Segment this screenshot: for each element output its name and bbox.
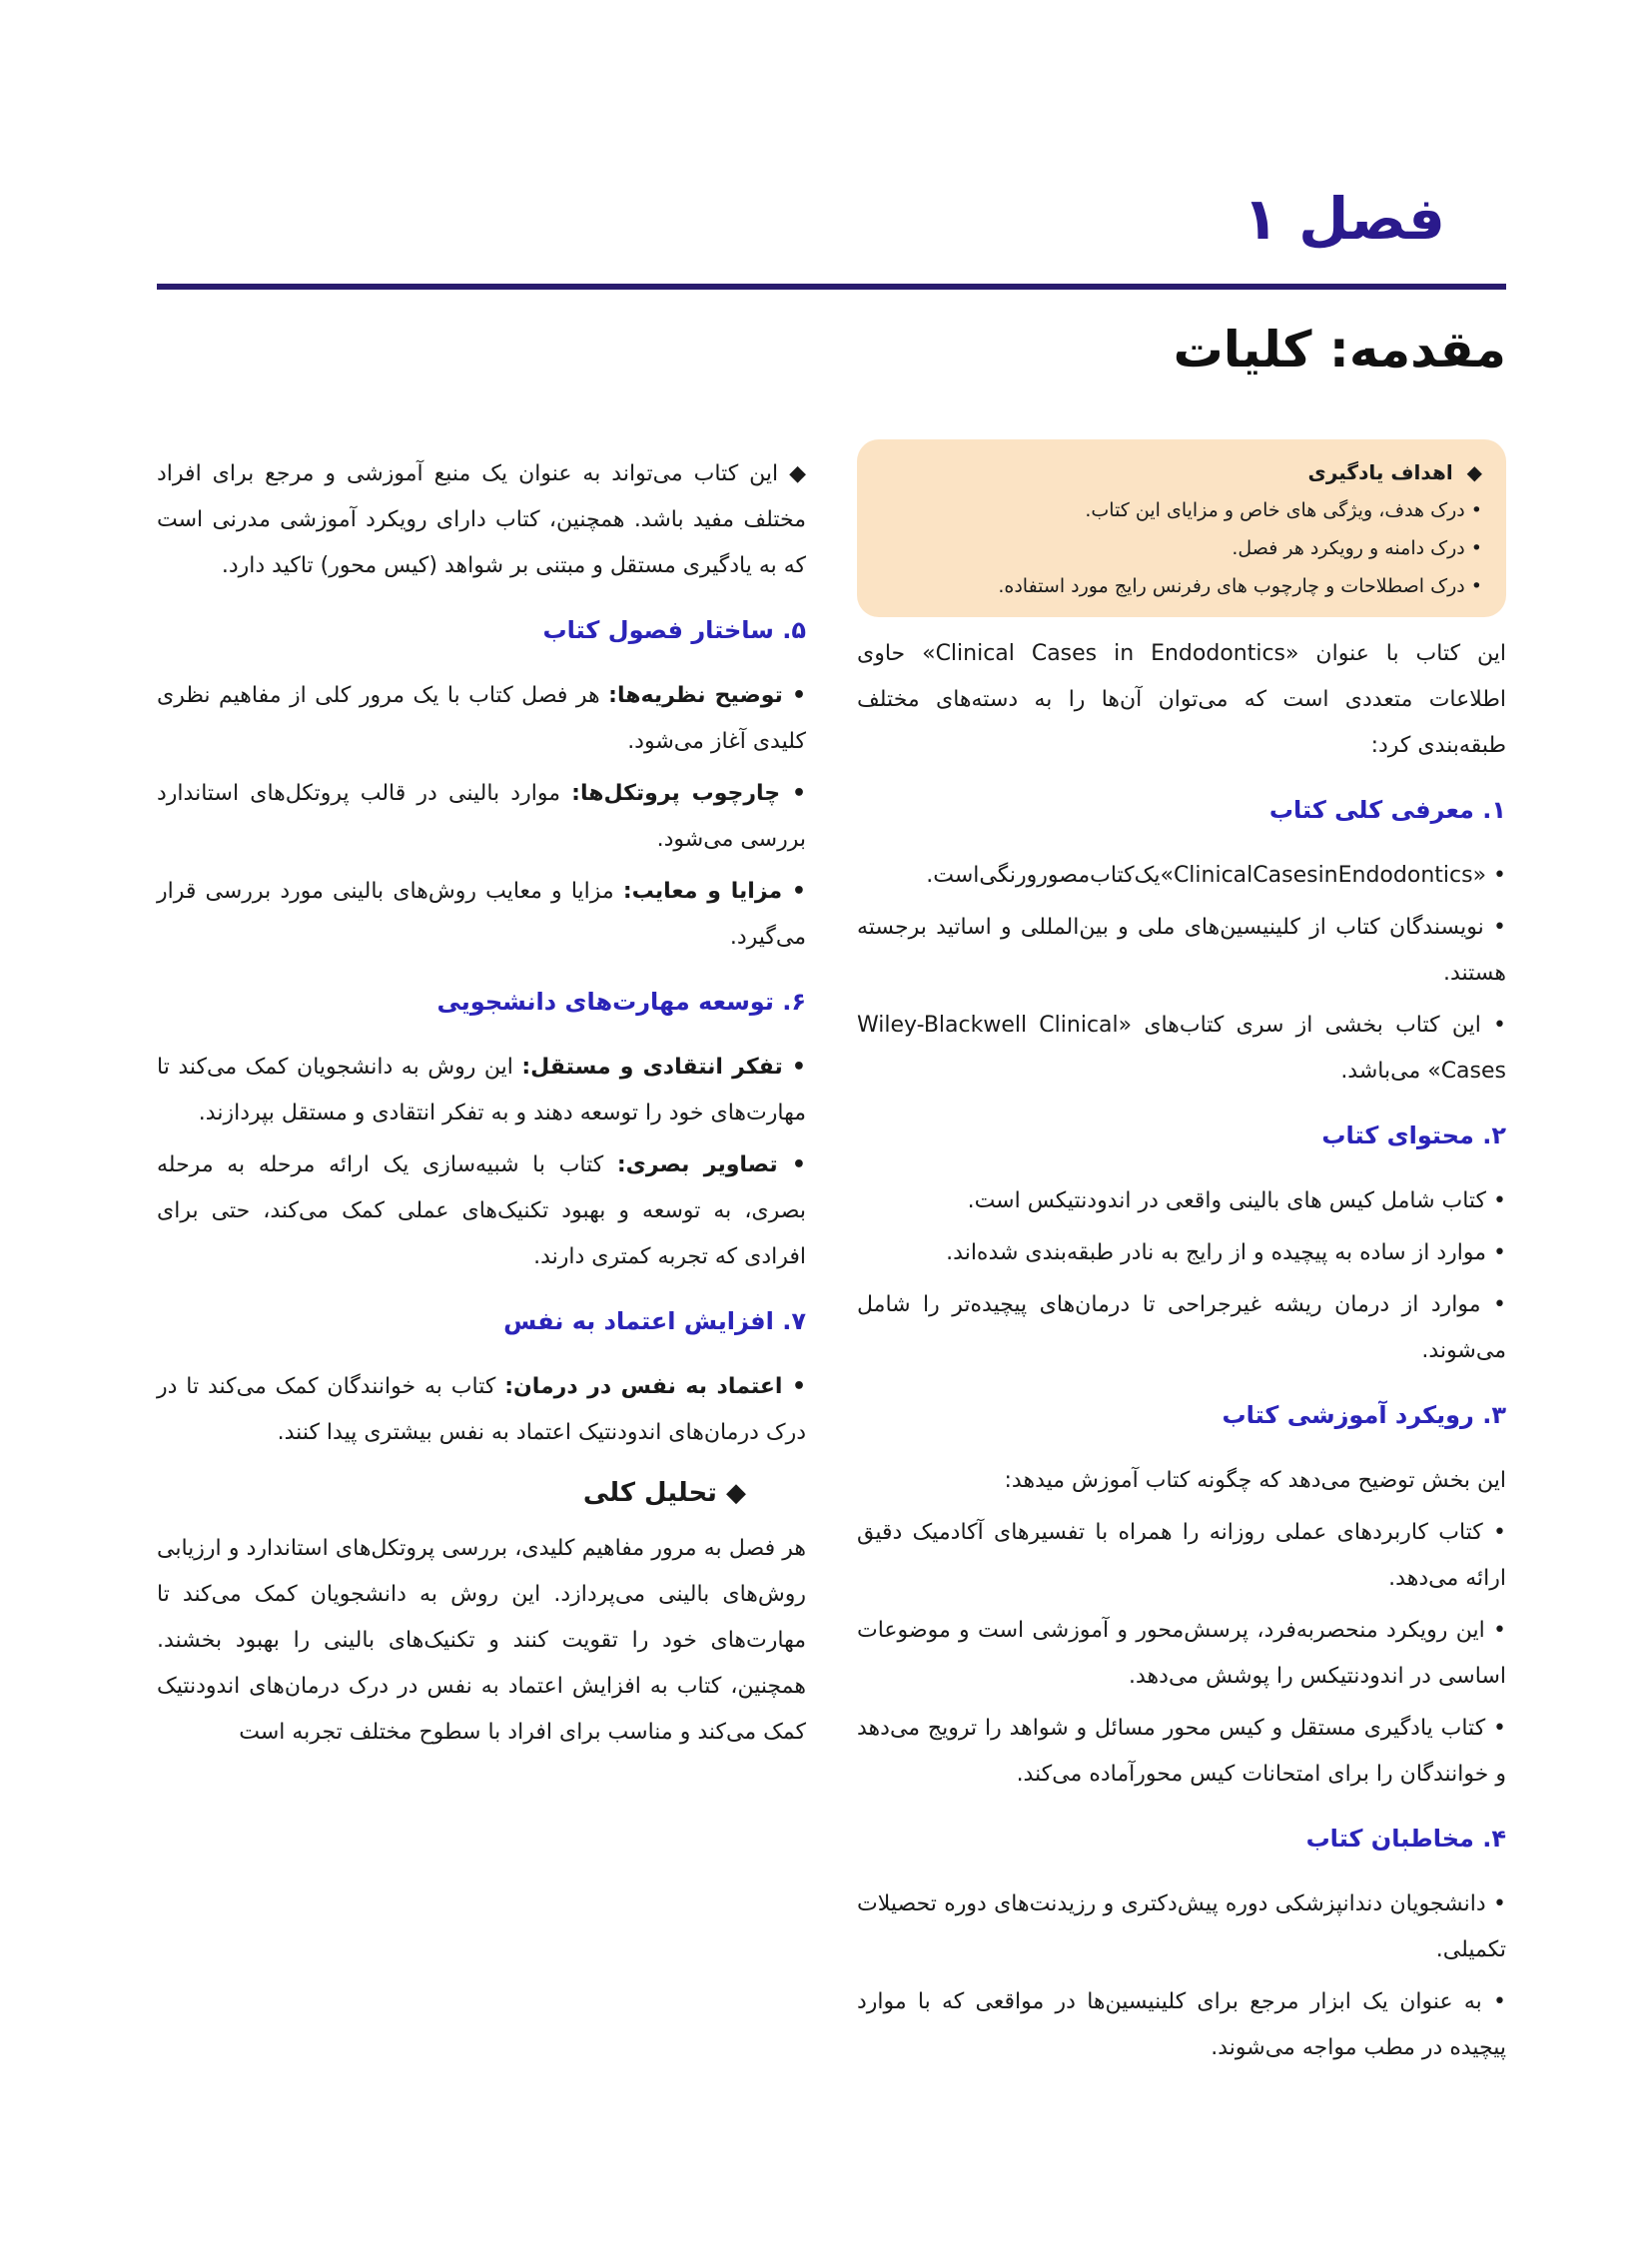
resource-paragraph: ◆ این کتاب می‌تواند به عنوان یک منبع آموزشی و مرجع برای افراد مختلف مفید باشد. همچنین، کتاب دارای رویکرد آموزشی مدرنی است که به یادگیری مستقل و مبتنی بر شواهد (کیس محور) تاکید دارد. — [157, 461, 806, 578]
list-item: • کتاب کاربردهای عملی روزانه را همراه با تفسیرهای آکادمیک دقیق ارائه می‌دهد. — [857, 1520, 1506, 1591]
item-label: • تصاویر بصری: — [616, 1152, 806, 1177]
analysis-paragraph: هر فصل به مرور مفاهیم کلیدی، بررسی پروتکل‌های استاندارد و ارزیابی روش‌های بالینی می‌پردازد. این روش به دانشجویان کمک می‌کند تا مهارت‌های خود را تقویت کنند و تکنیک‌های بالینی را بهبود بخشند. همچنین، کتاب به افزایش اعتماد به نفس در درک درمان‌های اندودنتیک کمک می‌کند و مناسب برای افراد با سطوح مختلف تجربه است — [157, 1536, 806, 1745]
item-label: • مزایا و معایب: — [622, 879, 806, 904]
list-item — [157, 673, 806, 765]
heading-content: ۲. محتوای کتاب — [1321, 1121, 1506, 1149]
list-item — [157, 1045, 806, 1136]
chapter-title: فصل ۱ — [1242, 185, 1445, 253]
list-item — [157, 1364, 806, 1456]
item-label: • چارچوب پروتکل‌ها: — [571, 781, 807, 806]
item-text: مزایا و معایب روش‌های بالینی مورد بررسی قرار می‌گیرد. — [157, 879, 806, 950]
list-item: • موارد از ساده به پیچیده و از رایج به نادر طبقه‌بندی شده‌اند. — [946, 1240, 1506, 1265]
heading-structure: ۵. ساختار فصول کتاب — [542, 616, 806, 644]
objective-item: • درک اصطلاحات و چارچوب های رفرنس رایج مورد استفاده. — [998, 575, 1482, 597]
item-text: این روش به دانشجویان کمک می‌کند تا مهارت‌های خود را توسعه دهند و به تفکر انتقادی و مستقل بپردازند. — [157, 1055, 806, 1125]
item-label: • توضیح نظریه‌ها: — [608, 683, 806, 708]
learning-objectives-box — [857, 439, 1506, 617]
item-text: موارد بالینی در قالب پروتکل‌های استاندارد بررسی می‌شود. — [157, 781, 806, 852]
list-item — [157, 1142, 806, 1280]
left-column — [157, 451, 806, 1766]
heading-skills: ۶. توسعه مهارت‌های دانشجویی — [436, 988, 806, 1016]
item-label: • تفکر انتقادی و مستقل: — [521, 1055, 806, 1080]
section-title: مقدمه: کلیات — [1173, 321, 1506, 378]
chapter-divider — [157, 284, 1506, 290]
intro-paragraph: این کتاب با عنوان «Clinical Cases in Endodontics» حاوی اطلاعات متعددی است که می‌توان آن‌ها را به دسته‌های مختلف طبقه‌بندی کرد: — [857, 641, 1507, 758]
list-item: • کتاب یادگیری مستقل و کیس محور مسائل و شواهد را ترویج می‌دهد و خوانندگان را برای امتحانات کیس محورآماده می‌کند. — [857, 1716, 1506, 1787]
item-text: کتاب با شبیه‌سازی یک ارائه مرحله به مرحله بصری، به توسعه و بهبود تکنیک‌های عملی کمک می‌کند، حتی برای افرادی که تجربه کمتری دارند. — [157, 1152, 806, 1269]
list-item: • موارد از درمان ریشه غیرجراحی تا درمان‌های پیچیده‌تر را شامل می‌شوند. — [857, 1292, 1506, 1363]
list-item: • این کتاب بخشی از سری کتاب‌های «Wiley-Blackwell Clinical Cases» می‌باشد. — [857, 1013, 1507, 1084]
objective-item: • درک هدف، ویژگی های خاص و مزایای این کتاب. — [1085, 499, 1482, 521]
list-item — [157, 771, 806, 863]
list-item: • «ClinicalCasesinEndodontics»یک‌کتاب‌مصورورنگی‌است. — [926, 863, 1506, 888]
item-text: کتاب به خوانندگان کمک می‌کند تا در درک درمان‌های اندودنتیک اعتماد به نفس بیشتری پیدا کنند. — [157, 1374, 806, 1445]
list-item — [157, 869, 806, 961]
section-intro: این بخش توضیح می‌دهد که چگونه کتاب آموزش میدهد: — [1004, 1468, 1506, 1493]
list-item: • نویسندگان کتاب از کلینیسین‌های ملی و بین‌المللی و اساتید برجسته هستند. — [857, 915, 1506, 986]
item-label: • اعتماد به نفس در درمان: — [504, 1374, 807, 1399]
list-item: • به عنوان یک ابزار مرجع برای کلینیسین‌ها در مواقعی که با موارد پیچیده در مطب مواجه می‌شوند. — [857, 1989, 1506, 2060]
list-item: • دانشجویان دندانپزشکی دوره پیش‌دکتری و رزیدنت‌های دوره تحصیلات تکمیلی. — [857, 1891, 1506, 1962]
heading-overview: ۱. معرفی کلی کتاب — [1268, 796, 1506, 824]
list-item: • این رویکرد منحصربه‌فرد، پرسش‌محور و آموزشی است و موضوعات اساسی در اندودنتیکس را پوشش می‌دهد. — [857, 1618, 1506, 1689]
item-text: هر فصل کتاب با یک مرور کلی از مفاهیم نظری کلیدی آغاز می‌شود. — [157, 683, 806, 754]
heading-audience: ۴. مخاطبان کتاب — [1305, 1825, 1506, 1853]
objectives-title: ◆ اهداف یادگیری — [1307, 460, 1482, 484]
heading-confidence: ۷. افزایش اعتماد به نفس — [503, 1307, 806, 1335]
objective-item: • درک دامنه و رویکرد هر فصل. — [1232, 537, 1482, 559]
analysis-title: ◆ تحلیل کلی — [582, 1478, 746, 1508]
list-item: • کتاب شامل کیس های بالینی واقعی در اندودنتیکس است. — [967, 1188, 1506, 1213]
right-column — [857, 439, 1506, 2077]
heading-approach: ۳. رویکرد آموزشی کتاب — [1222, 1401, 1506, 1429]
